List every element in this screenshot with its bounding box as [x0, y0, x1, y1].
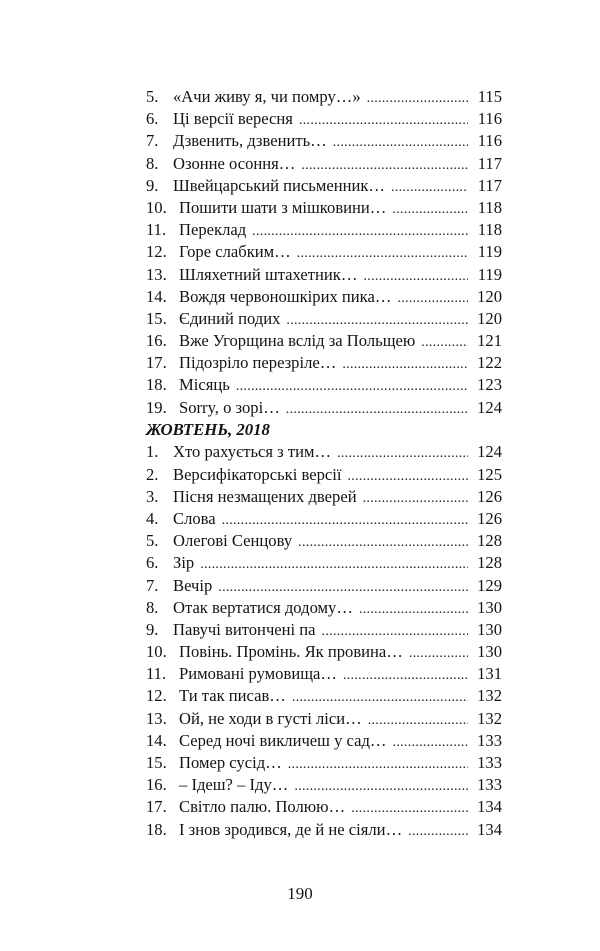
entry-page: 121 [477, 331, 502, 351]
entry-page: 133 [477, 730, 502, 750]
entry-page: 131 [477, 664, 502, 684]
dot-leader [200, 554, 468, 576]
toc-entry [146, 264, 502, 286]
entry-page: 134 [477, 797, 502, 817]
entry-title: Серед ночі викличеш у сад… [179, 730, 387, 750]
entry-page: 116 [477, 109, 502, 129]
toc-entry [146, 241, 502, 263]
entry-number: 15. [146, 308, 167, 328]
entry-number: 15. [146, 753, 167, 773]
dot-leader [342, 354, 468, 376]
entry-page: 128 [477, 553, 502, 573]
toc-entry [146, 397, 502, 419]
dot-leader [333, 132, 468, 154]
dot-leader [294, 776, 468, 798]
entry-number: 11. [146, 664, 167, 684]
toc-entry [146, 641, 502, 663]
entry-number: 8. [146, 597, 159, 617]
dot-leader [343, 665, 468, 687]
entry-page: 118 [477, 197, 502, 217]
toc-entry [146, 464, 502, 486]
entry-title: Хто рахується з тим… [173, 442, 332, 462]
entry-page: 129 [477, 575, 502, 595]
toc-entry [146, 197, 502, 219]
toc-entry [146, 153, 502, 175]
entry-title: Слова [173, 508, 216, 528]
entry-number: 14. [146, 730, 167, 750]
entry-number: 14. [146, 286, 167, 306]
toc-entry [146, 530, 502, 552]
dot-leader [218, 577, 468, 599]
entry-number: 1. [146, 442, 159, 462]
toc-entry [146, 819, 502, 841]
toc-entry [146, 352, 502, 374]
entry-title: І знов зродився, де й не сіяли… [179, 819, 403, 839]
dot-leader [391, 177, 468, 199]
entry-number: 16. [146, 331, 167, 351]
toc-entry [146, 175, 502, 197]
entry-number: 17. [146, 797, 167, 817]
entry-page: 117 [477, 153, 502, 173]
entry-title: Дзвенить, дзвенить… [173, 131, 327, 151]
entry-page: 130 [477, 642, 502, 662]
entry-title: Олегові Сенцову [173, 531, 293, 551]
entry-page: 119 [477, 264, 502, 284]
table-of-contents [146, 86, 502, 841]
entry-title: Повінь. Промінь. Як провина… [179, 642, 403, 662]
entry-title: Павучі витончені па [173, 619, 316, 639]
entry-number: 5. [146, 531, 159, 551]
toc-entry [146, 708, 502, 730]
dot-leader [409, 643, 468, 665]
toc-entry [146, 374, 502, 396]
dot-leader [421, 332, 468, 354]
entry-title: Шляхетний штахетник… [179, 264, 358, 284]
toc-entry [146, 330, 502, 352]
entry-title: «Ачи живу я, чи помру…» [173, 87, 361, 106]
entry-title: Отак вертатися додому… [173, 597, 353, 617]
entry-number: 18. [146, 375, 167, 395]
entry-number: 12. [146, 686, 167, 706]
dot-leader [337, 443, 468, 465]
entry-page: 133 [477, 775, 502, 795]
toc-entry [146, 130, 502, 152]
entry-page: 124 [477, 442, 502, 462]
entry-number: 5. [146, 87, 159, 106]
entry-number: 18. [146, 819, 167, 839]
dot-leader [288, 754, 468, 776]
entry-title: – Ідеш? – Іду… [179, 775, 289, 795]
dot-leader [236, 376, 468, 398]
dot-leader [298, 532, 468, 554]
entry-title: Зір [173, 553, 195, 573]
entry-page: 128 [477, 531, 502, 551]
toc-entry [146, 597, 502, 619]
dot-leader [299, 110, 468, 132]
entry-number: 9. [146, 619, 159, 639]
entry-page: 123 [477, 375, 502, 395]
entry-number: 12. [146, 242, 167, 262]
entry-number: 10. [146, 642, 167, 662]
entry-number: 4. [146, 508, 159, 528]
dot-leader [408, 821, 468, 843]
entry-title: Пошити шати з мішковини… [179, 197, 387, 217]
entry-number: 10. [146, 197, 167, 217]
dot-leader [363, 488, 468, 510]
toc-entry [146, 441, 502, 463]
dot-leader [286, 399, 468, 421]
entry-title: Єдиний подих [179, 308, 281, 328]
entry-page: 126 [477, 486, 502, 506]
entry-title: Ой, не ходи в густі ліси… [179, 708, 362, 728]
entry-page: 116 [477, 131, 502, 151]
entry-title: Sorry, о зорі… [179, 397, 280, 417]
entry-title: Озонне осоння… [173, 153, 296, 173]
dot-leader [347, 466, 468, 488]
entry-title: Помер сусід… [179, 753, 282, 773]
toc-entry [146, 286, 502, 308]
entry-page: 119 [477, 242, 502, 262]
entry-page: 125 [477, 464, 502, 484]
dot-leader [359, 599, 468, 621]
entry-page: 132 [477, 686, 502, 706]
toc-entry [146, 663, 502, 685]
entry-page: 132 [477, 708, 502, 728]
toc-entry [146, 108, 502, 130]
entry-page: 120 [477, 308, 502, 328]
toc-entry [146, 552, 502, 574]
entry-number: 8. [146, 153, 159, 173]
toc-entry [146, 86, 502, 108]
entry-page: 124 [477, 397, 502, 417]
dot-leader [392, 199, 468, 221]
entry-title: Підозріло перезріле… [179, 353, 337, 373]
entry-title: Вождя червоношкірих пика… [179, 286, 392, 306]
entry-page: 115 [477, 87, 502, 106]
toc-entry [146, 752, 502, 774]
entry-title: Римовані румовища… [179, 664, 337, 684]
dot-leader [363, 266, 468, 288]
entry-page: 130 [477, 619, 502, 639]
entry-title: Ти так писав… [179, 686, 286, 706]
entry-title: Переклад [179, 220, 247, 240]
entry-title: Світло палю. Полюю… [179, 797, 346, 817]
toc-entry [146, 796, 502, 818]
entry-number: 7. [146, 131, 159, 151]
entry-page: 118 [477, 220, 502, 240]
toc-entry [146, 575, 502, 597]
entry-title: Місяць [179, 375, 230, 395]
entry-title: Версифікаторські версії [173, 464, 342, 484]
entry-number: 2. [146, 464, 159, 484]
toc-entry [146, 774, 502, 796]
dot-leader [301, 155, 468, 177]
entry-title: Пісня незмащених дверей [173, 486, 357, 506]
dot-leader [397, 288, 468, 310]
entry-number: 6. [146, 553, 159, 573]
dot-leader [367, 88, 468, 110]
entry-number: 11. [146, 220, 167, 240]
entry-number: 16. [146, 775, 167, 795]
section-heading: ЖОВТЕНЬ, 2018 [146, 419, 270, 439]
dot-leader [222, 510, 468, 532]
toc-entry [146, 508, 502, 530]
dot-leader [393, 732, 468, 754]
toc-entry [146, 308, 502, 330]
dot-leader [351, 798, 468, 820]
dot-leader [252, 221, 468, 243]
toc-entry [146, 730, 502, 752]
entry-page: 130 [477, 597, 502, 617]
entry-title: Вечір [173, 575, 213, 595]
entry-page: 134 [477, 819, 502, 839]
toc-entry [146, 219, 502, 241]
toc-entry [146, 619, 502, 641]
dot-leader [286, 310, 468, 332]
entry-number: 13. [146, 708, 167, 728]
entry-title: Швейцарський письменник… [173, 175, 386, 195]
dot-leader [322, 621, 468, 643]
entry-number: 7. [146, 575, 159, 595]
entry-page: 120 [477, 286, 502, 306]
entry-page: 122 [477, 353, 502, 373]
entry-number: 19. [146, 397, 167, 417]
entry-title: Ці версії вересня [173, 109, 293, 129]
entry-number: 9. [146, 175, 159, 195]
entry-number: 17. [146, 353, 167, 373]
entry-title: Горе слабким… [179, 242, 291, 262]
entry-number: 13. [146, 264, 167, 284]
toc-entry [146, 685, 502, 707]
toc-entry [146, 486, 502, 508]
dot-leader [297, 243, 468, 265]
entry-page: 126 [477, 508, 502, 528]
dot-leader [368, 710, 468, 732]
entry-page: 133 [477, 753, 502, 773]
entry-page: 117 [477, 175, 502, 195]
dot-leader [292, 687, 468, 709]
entry-number: 3. [146, 486, 159, 506]
page-number: 190 [287, 884, 313, 903]
entry-number: 6. [146, 109, 159, 129]
entry-title: Вже Угорщина вслід за Польщею [179, 331, 416, 351]
